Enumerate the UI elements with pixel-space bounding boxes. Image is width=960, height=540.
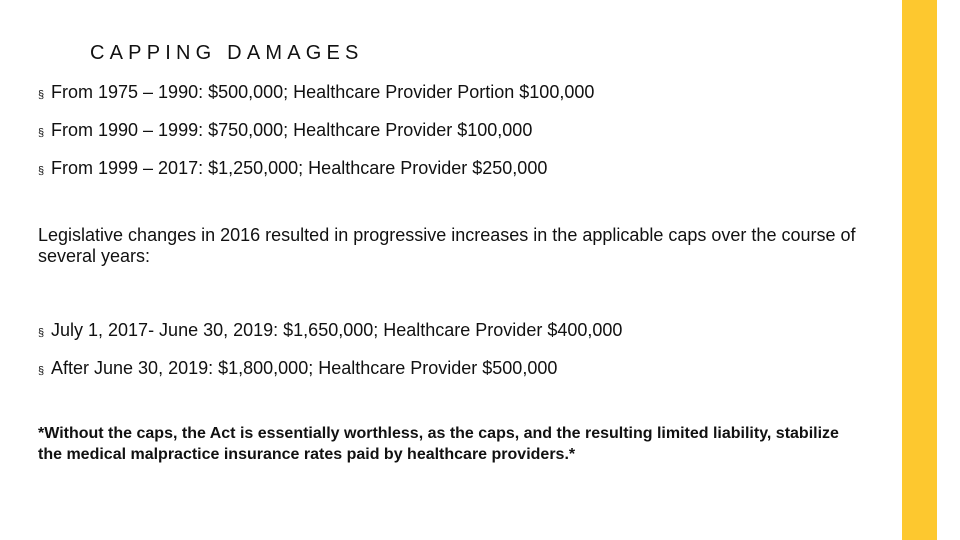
bullet-icon: §: [38, 165, 45, 177]
list-item-text: From 1999 – 2017: $1,250,000; Healthcare Provider $250,000: [51, 158, 548, 178]
list-item-text: From 1990 – 1999: $750,000; Healthcare Provider $100,000: [51, 120, 533, 140]
legislative-note: Legislative changes in 2016 resulted in progressive increases in the applicable caps over the course of several years:: [38, 225, 856, 266]
caps-history-list: [38, 81, 594, 195]
list-item-text: After June 30, 2019: $1,800,000; Healthcare Provider $500,000: [51, 358, 558, 378]
slide-title: CAPPING DAMAGES: [90, 42, 364, 64]
list-item-text: From 1975 – 1990: $500,000; Healthcare Provider Portion $100,000: [51, 82, 595, 102]
caps-recent-list: [38, 319, 622, 395]
list-item: [38, 319, 622, 344]
list-item: [38, 357, 622, 382]
bullet-icon: §: [38, 327, 45, 339]
list-item: [38, 157, 594, 182]
list-item: [38, 119, 594, 144]
accent-bar: [902, 0, 937, 540]
bullet-icon: §: [38, 127, 45, 139]
list-item-text: July 1, 2017- June 30, 2019: $1,650,000; Healthcare Provider $400,000: [51, 320, 623, 340]
bullet-icon: §: [38, 365, 45, 377]
footnote: *Without the caps, the Act is essentially worthless, as the caps, and the resulting limited liability, stabilize the medical malpractice insurance rates paid by healthcare providers.*: [38, 425, 839, 463]
list-item: [38, 81, 594, 106]
bullet-icon: §: [38, 89, 45, 101]
